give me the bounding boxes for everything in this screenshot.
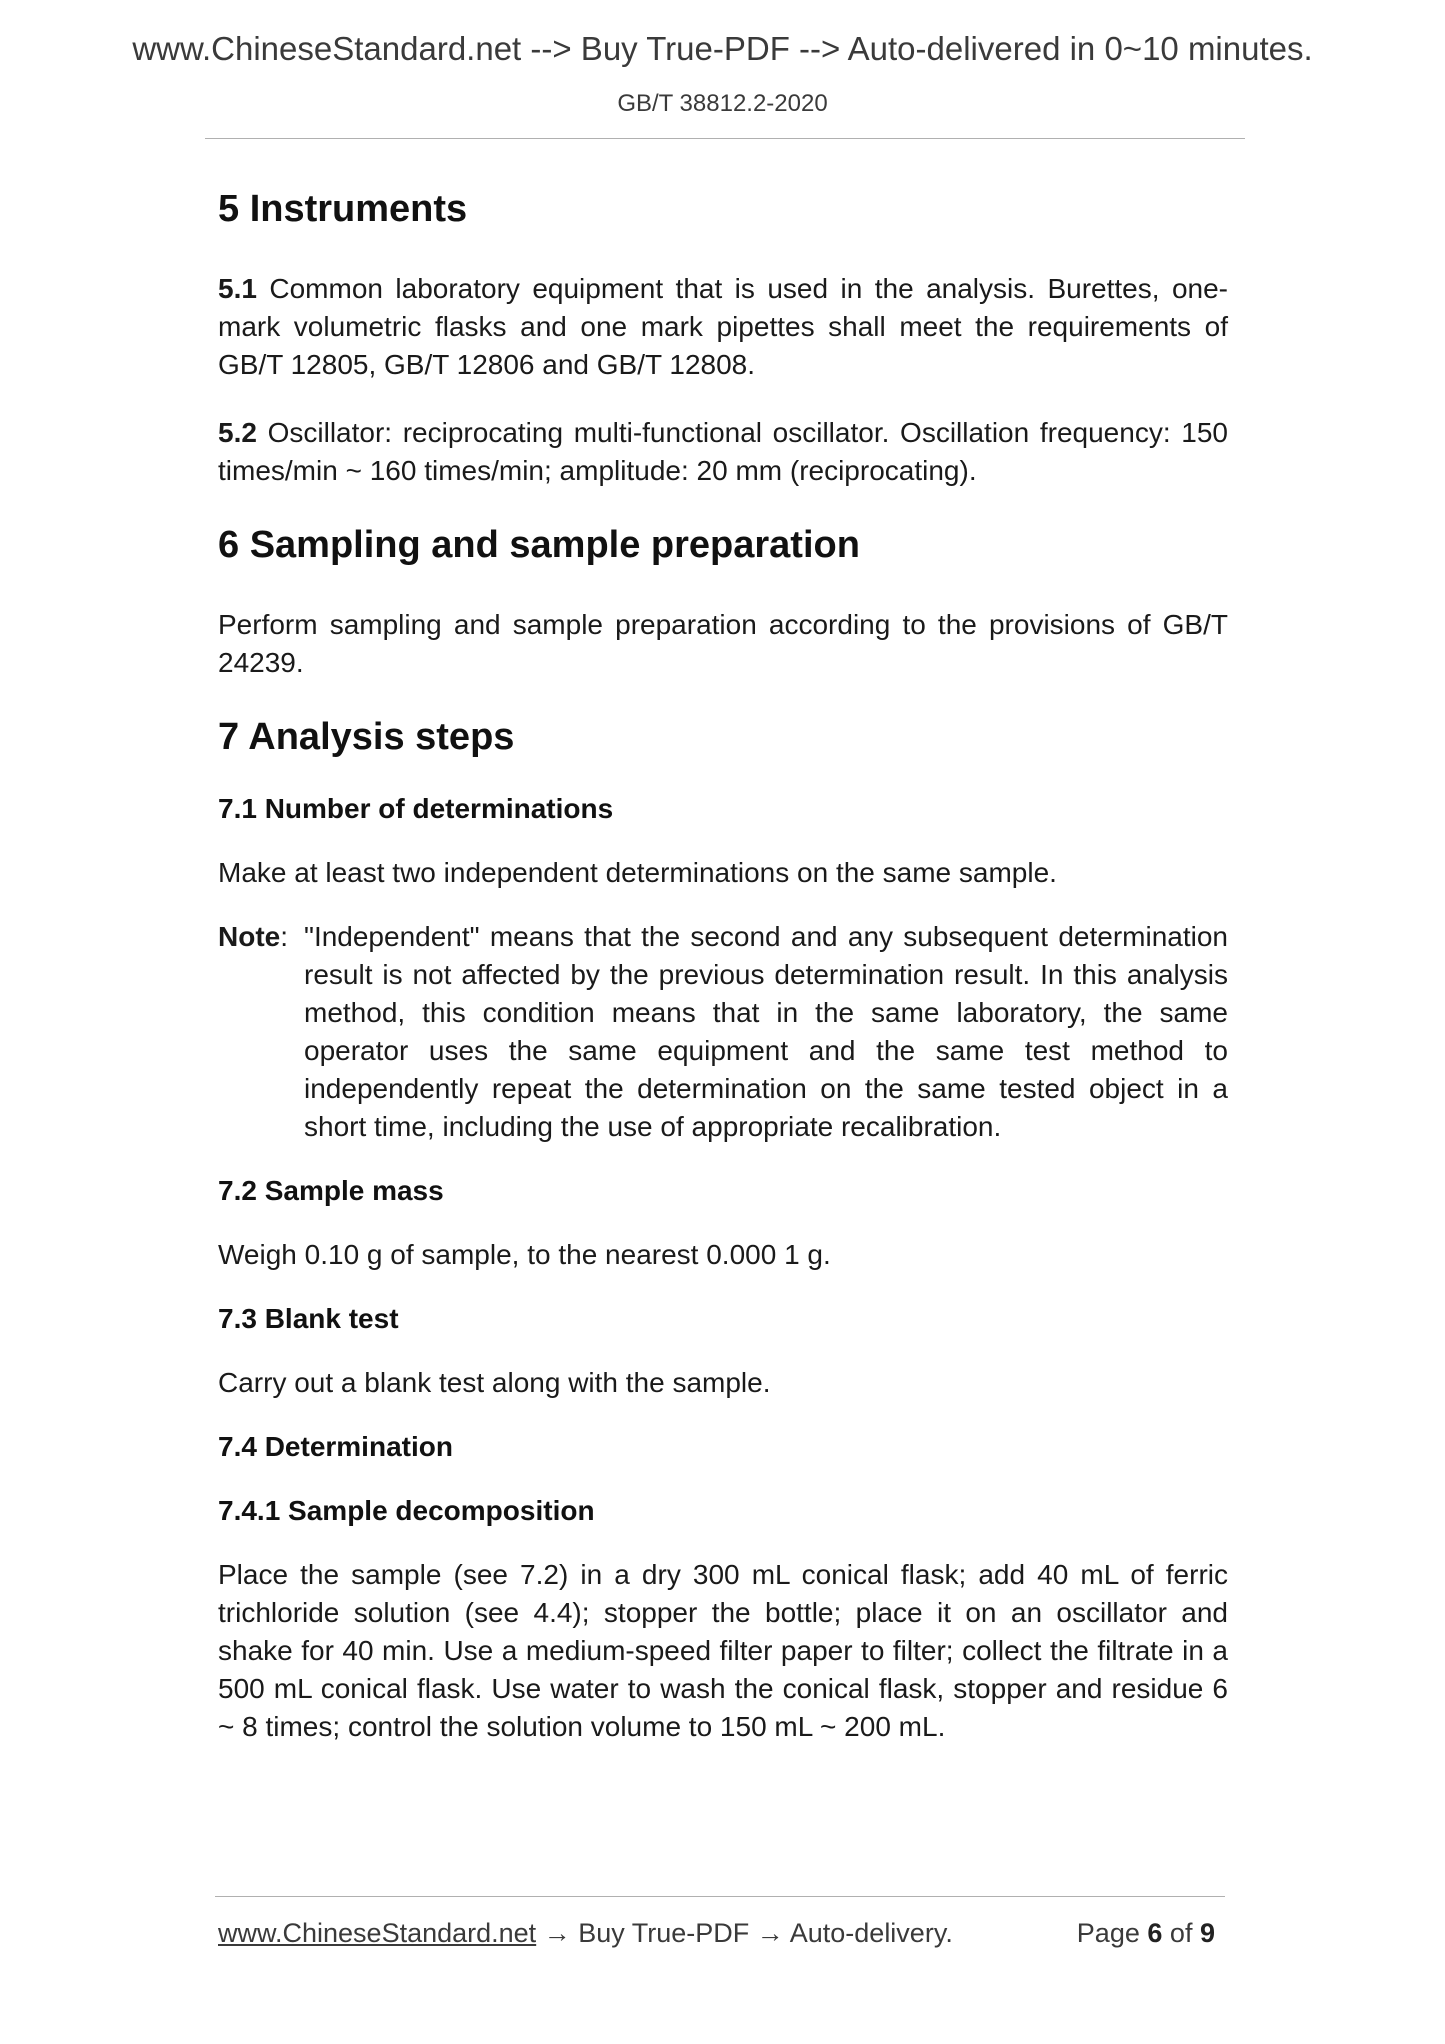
clause-7-4-title: 7.4 Determination [218,1431,453,1462]
header-banner: www.ChineseStandard.net --> Buy True-PDF --> Auto-delivered in 0~10 minutes. [132,30,1313,67]
footer-text: → Buy True-PDF → Auto-delivery. [536,1918,953,1948]
footer-divider [215,1896,1225,1897]
page-indicator: Page 6 of 9 [1076,1918,1215,1948]
clause-5-2-text: Oscillator: reciprocating multi-functional oscillator. Oscillation frequency: 150 times/min ~ 160 times/min; amplitude: 20 mm (reciprocating). [218,417,1228,486]
standard-code: GB/T 38812.2-2020 [617,90,828,117]
clause-5-1 [218,270,1228,384]
clause-7-4-1-text: Place the sample (see 7.2) in a dry 300 mL conical flask; add 40 mL of ferric trichloride solution (see 4.4); stopper the bottle; place it on an oscillator and shake for 40 min. Use a medium-speed filter paper to filter; collect the filtrate in a 500 mL conical flask. Use water to wash the conical flask, stopper and residue 6 ~ 8 times; control the solution volume to 150 mL ~ 200 mL. [218,1559,1228,1742]
note-text: "Independent" means that the second and any subsequent determination result is not affected by the previous determination result. In this analysis method, this condition means that in the same laboratory, the same operator uses the same equipment and the same test method to independently repeat the determination on the same tested object in a short time, including the use of appropriate recalibration. [304,921,1228,1142]
clause-7-4-1-title: 7.4.1 Sample decomposition [218,1495,595,1526]
page-number: 6 [1147,1918,1163,1948]
footer [218,1914,1225,1952]
section-6-text: Perform sampling and sample preparation according to the provisions of GB/T 24239. [218,609,1228,678]
clause-7-1-title: 7.1 Number of determinations [218,793,614,824]
clause-5-1-number: 5.1 [218,273,257,304]
page-total: 9 [1199,1918,1215,1948]
note [218,918,1228,1146]
clause-5-2 [218,414,1228,490]
note-label: Note: [218,921,289,952]
clause-5-1-text: Common laboratory equipment that is used in the analysis. Burettes, one-mark volumetric flasks and one mark pipettes shall meet the requirements of GB/T 12805, GB/T 12806 and GB/T 12808. [218,273,1228,380]
clause-7-2-text: Weigh 0.10 g of sample, to the nearest 0.000 1 g. [218,1239,831,1270]
clause-5-2-number: 5.2 [218,417,257,448]
footer-link[interactable]: www.ChineseStandard.net [218,1918,537,1948]
header-divider [205,138,1245,139]
section-5-title: 5 Instruments [218,188,468,230]
section-7-title: 7 Analysis steps [218,716,515,758]
section-6-title: 6 Sampling and sample preparation [218,524,860,566]
clause-7-2-title: 7.2 Sample mass [218,1175,444,1206]
clause-7-1-text: Make at least two independent determinations on the same sample. [218,857,1057,888]
page-body [218,182,1228,1746]
clause-7-3-title: 7.3 Blank test [218,1303,399,1334]
clause-7-3-text: Carry out a blank test along with the sample. [218,1367,771,1398]
